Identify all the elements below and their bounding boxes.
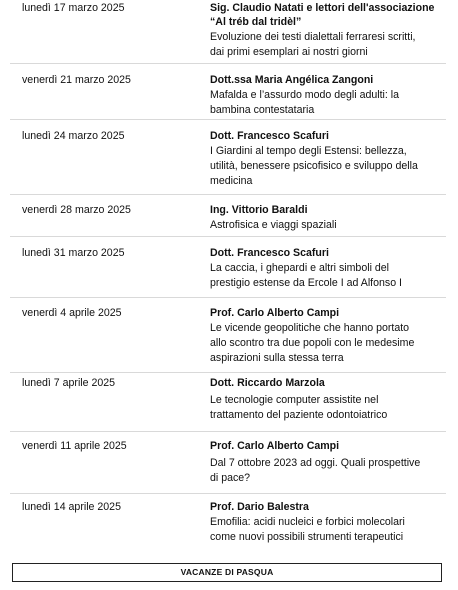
entry-speaker: Prof. Dario Balestra [210,501,309,513]
entry-topic: Evoluzione dei testi dialettali ferraresi scritti, dai primi esemplari ai nostri giorni [210,31,416,58]
entry-date: lunedì 14 aprile 2025 [22,501,121,513]
divider [10,431,446,432]
entry-date: venerdì 21 marzo 2025 [22,74,131,86]
entry-topic: I Giardini al tempo degli Estensi: bellezza, utilità, benessere psicofisico e sviluppo della medicina [210,145,418,187]
entry-topic: Emofilia: acidi nucleici e forbici molecolari come nuovi possibili strumenti terapeutici [210,516,405,543]
entry-date: lunedì 31 marzo 2025 [22,247,125,259]
divider [10,119,446,120]
entry-speaker: Prof. Carlo Alberto Campi [210,307,340,319]
entry-date: lunedì 17 marzo 2025 [22,2,125,14]
entry-date: venerdì 11 aprile 2025 [22,440,127,452]
entry-topic: Le tecnologie computer assistite nel trattamento del paziente odontoiatrico [210,394,388,421]
divider [10,297,446,298]
divider [10,236,446,237]
entry-speaker: Dott.ssa Maria Angélica Zangoni [210,74,374,86]
entry-date: venerdì 4 aprile 2025 [22,307,122,319]
divider [10,372,446,373]
entry-topic: La caccia, i ghepardi e altri simboli del prestigio estense da Ercole I ad Alfonso I [210,262,402,289]
entry-date: lunedì 24 marzo 2025 [22,130,125,142]
divider [10,194,446,195]
entry-speaker: Dott. Riccardo Marzola [210,377,325,389]
entry-speaker: Ing. Vittorio Baraldi [210,204,308,216]
entry-date: lunedì 7 aprile 2025 [22,377,116,389]
entry-topic: Astrofisica e viaggi spaziali [210,219,337,231]
entry-speaker: Dott. Francesco Scafuri [210,247,329,259]
entry-date: venerdì 28 marzo 2025 [22,204,131,216]
holiday-banner: VACANZE DI PASQUA [12,563,442,582]
entry-topic: Le vicende geopolitiche che hanno portato allo scontro tra due popoli con le medesime aspirazioni sulla stessa terra [210,322,415,364]
entry-topic: Dal 7 ottobre 2023 ad oggi. Quali prospettive di pace? [210,457,421,484]
entry-topic: Mafalda e l’assurdo modo degli adulti: la bambina contestataria [210,89,400,116]
entry-speaker: Sig. Claudio Natati e lettori dell'associazione “Al tréb dal tridèl” [210,2,435,28]
entry-speaker: Dott. Francesco Scafuri [210,130,329,142]
divider [10,493,446,494]
divider [10,63,446,64]
entry-speaker: Prof. Carlo Alberto Campi [210,440,340,452]
